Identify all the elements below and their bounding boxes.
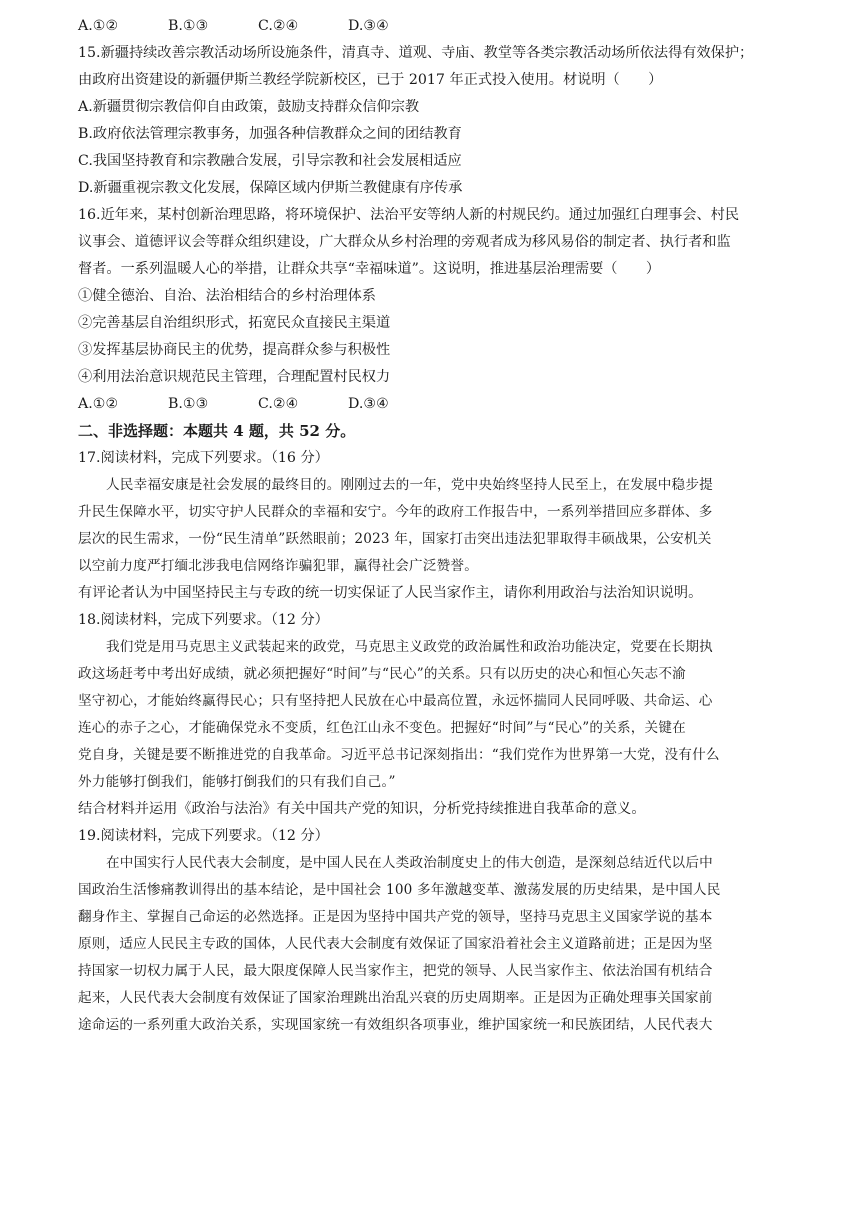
q14-options (78, 16, 438, 36)
q19-material-line-1: 在中国实行人民代表大会制度，是中国人民在人类政治制度史上的伟大创造，是深刻总结近代以后中 (106, 855, 713, 871)
q19-material-line-5: 持国家一切权力属于人民，最大限度保障人民当家作主，把党的领导、人民当家作主、依法治国有机结合 (78, 963, 713, 979)
q17-material-line-3: 层次的民生需求，一份“民生清单”跃然眼前；2023 年，国家打击突出违法犯罪取得丰硕战果，公安机关 (78, 531, 712, 547)
q16-statement-3: ③发挥基层协商民主的优势，提高群众参与积极性 (78, 342, 391, 358)
q18-material-line-6: 外力能够打倒我们，能够打倒我们的只有我们自己。” (78, 774, 396, 790)
q16-stem-line-1: 16.近年来，某村创新治理思路，将环境保护、法治平安等纳人新的村规民约。通过加强红白理事会、村民 (78, 207, 740, 223)
q14-option-a: A.①② (78, 18, 119, 34)
q18-material-line-3: 坚守初心，才能始终赢得民心；只有坚持把人民放在心中最高位置，永远怀揣同人民同呼吸、共命运、心 (78, 693, 713, 709)
q17-material-line-4: 以空前力度严打缅北涉我电信网络诈骗犯罪，赢得社会广泛赞誉。 (78, 558, 479, 574)
q15-option-c: C.我国坚持教育和宗教融合发展，引导宗教和社会发展相适应 (78, 153, 462, 169)
q15-option-d: D.新疆重视宗教文化发展，保障区域内伊斯兰教健康有序传承 (78, 180, 463, 196)
q18-material-line-2: 政这场赶考中考出好成绩，就必须把握好“时间”与“民心”的关系。只有以历史的决心和恒心矢志不渝 (78, 666, 686, 682)
q18-material-line-4: 连心的赤子之心，才能确保党永不变质，红色江山永不变色。把握好“时间”与“民心”的关系，关键在 (78, 720, 686, 736)
q16-stem-line-2: 议事会、道德评议会等群众组织建设，广大群众从乡村治理的旁观者成为移风易俗的制定者、执行者和监 (78, 234, 731, 250)
q15-stem-line-2: 由政府出资建设的新疆伊斯兰教经学院新校区，已于 2017 年正式投入使用。材说明（ ） (78, 72, 663, 88)
q18-question: 结合材料并运用《政治与法治》有关中国共产党的知识，分析党持续推进自我革命的意义。 (78, 801, 646, 817)
q14-option-b: B.①③ (168, 18, 209, 34)
q19-material-line-7: 途命运的一系列重大政治关系，实现国家统一有效组织各项事业，维护国家统一和民族团结，人民代表大 (78, 1017, 713, 1033)
q17-title: 17.阅读材料，完成下列要求。（16 分） (78, 450, 329, 466)
q14-option-d: D.③④ (348, 18, 389, 34)
q16-option-b: B.①③ (168, 396, 209, 412)
q18-material-line-1: 我们党是用马克思主义武装起来的政党，马克思主义政党的政治属性和政治功能决定，党要在长期执 (106, 639, 713, 655)
q16-option-a: A.①② (78, 396, 119, 412)
q16-option-c: C.②④ (258, 396, 299, 412)
q19-title: 19.阅读材料，完成下列要求。（12 分） (78, 828, 329, 844)
q16-statement-1: ①健全德治、自治、法治相结合的乡村治理体系 (78, 288, 376, 304)
q15-stem-line-1: 15.新疆持续改善宗教活动场所设施条件，清真寺、道观、寺庙、教堂等各类宗教活动场所依法得有效保护； (78, 45, 754, 61)
q18-title: 18.阅读材料，完成下列要求。（12 分） (78, 612, 329, 628)
q18-material-line-5: 党自身，关键是要不断推进党的自我革命。习近平总书记深刻指出：“我们党作为世界第一大党，没有什么 (78, 747, 720, 763)
q16-statement-4: ④利用法治意识规范民主管理，合理配置村民权力 (78, 369, 391, 385)
q14-option-c: C.②④ (258, 18, 299, 34)
q16-statement-2: ②完善基层自治组织形式，拓宽民众直接民主渠道 (78, 315, 391, 331)
q19-material-line-3: 翻身作主、掌握自己命运的必然选择。正是因为坚持中国共产党的领导，坚持马克思主义国家学说的基本 (78, 909, 713, 925)
q19-material-line-4: 原则，适应人民民主专政的国体，人民代表大会制度有效保证了国家沿着社会主义道路前进；正是因为坚 (78, 936, 713, 952)
q15-option-b: B.政府依法管理宗教事务，加强各种信教群众之间的团结教育 (78, 126, 462, 142)
section-2-heading: 二、非选择题：本题共 4 题，共 52 分。 (78, 422, 356, 440)
q17-material-line-1: 人民幸福安康是社会发展的最终目的。刚刚过去的一年，党中央始终坚持人民至上，在发展中稳步提 (106, 477, 713, 493)
q16-stem-line-3: 督者。一系列温暖人心的举措，让群众共享“幸福味道”。这说明，推进基层治理需要（ ） (78, 261, 661, 277)
q19-material-line-2: 国政治生活惨痛教训得出的基本结论，是中国社会 100 多年激越变革、激荡发展的历史结果，是中国人民 (78, 882, 721, 898)
q16-option-d: D.③④ (348, 396, 389, 412)
q16-options (78, 394, 438, 414)
q17-question: 有评论者认为中国坚持民主与专政的统一切实保证了人民当家作主，请你利用政治与法治知识说明。 (78, 585, 703, 601)
q19-material-line-6: 起来，人民代表大会制度有效保证了国家治理跳出治乱兴衰的历史周期率。正是因为正确处理事关国家前 (78, 990, 713, 1006)
q17-material-line-2: 升民生保障水平，切实守护人民群众的幸福和安宁。今年的政府工作报告中，一系列举措回应多群体、多 (78, 504, 713, 520)
q15-option-a: A.新疆贯彻宗教信仰自由政策，鼓励支持群众信仰宗教 (78, 99, 420, 115)
